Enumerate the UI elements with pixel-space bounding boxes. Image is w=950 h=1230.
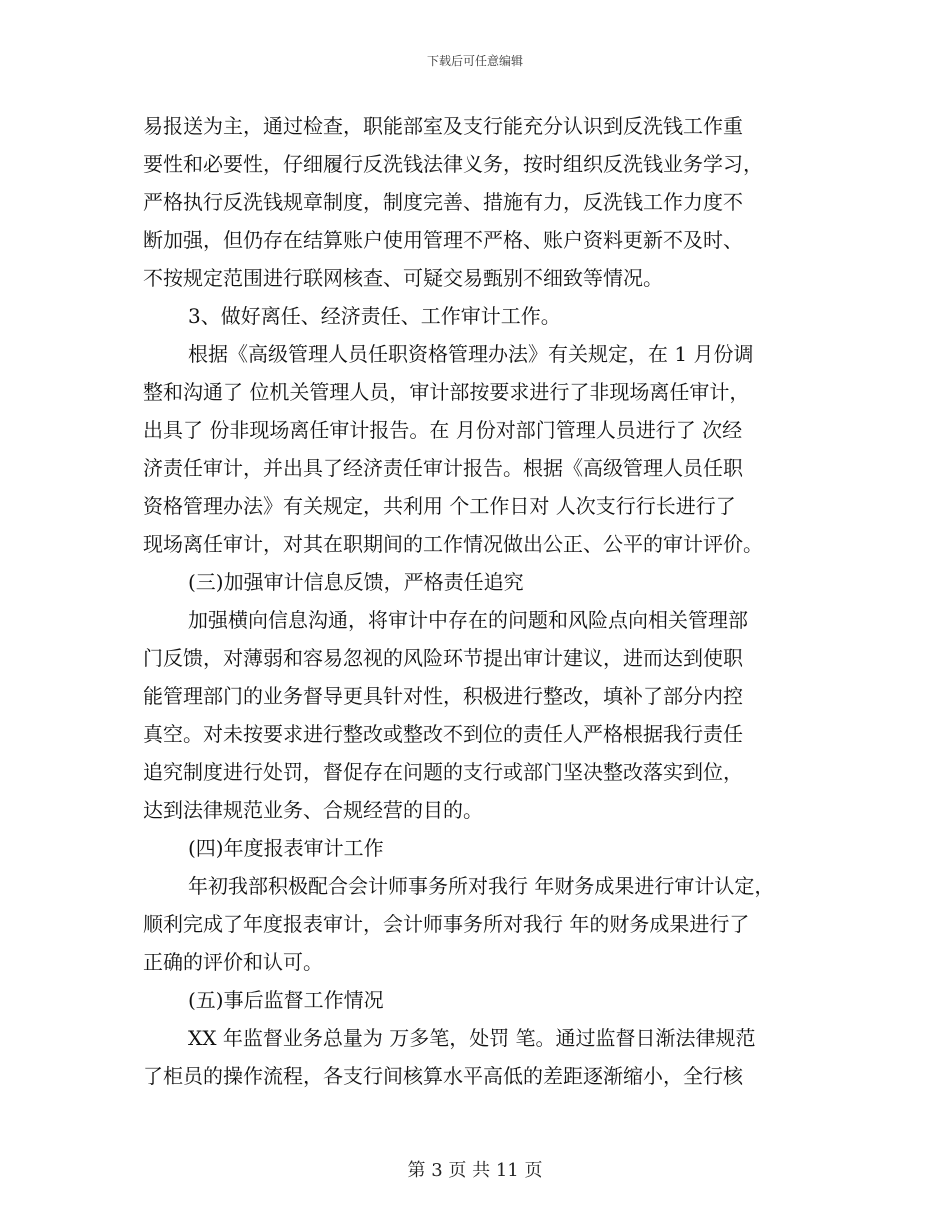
text-line: 易报送为主，通过检查，职能部室及支行能充分认识到反洗钱工作重 bbox=[143, 114, 743, 138]
text-line: 出具了 份非现场离任审计报告。在 月份对部门管理人员进行了 次经 bbox=[143, 418, 743, 442]
text-line: 要性和必要性，仔细履行反洗钱法律义务，按时组织反洗钱业务学习， bbox=[143, 152, 763, 176]
text-line: 严格执行反洗钱规章制度，制度完善、措施有力，反洗钱工作力度不 bbox=[143, 190, 743, 214]
text-line: 门反馈，对薄弱和容易忽视的风险环节提出审计建议，进而达到使职 bbox=[143, 646, 743, 670]
text-line: 追究制度进行处罚，督促存在问题的支行或部门坚决整改落实到位， bbox=[143, 760, 743, 784]
text-line: 断加强，但仍存在结算账户使用管理不严格、账户资料更新不及时、 bbox=[143, 228, 743, 252]
text-line: 正确的评价和认可。 bbox=[143, 950, 323, 974]
section-heading: (三)加强审计信息反馈，严格责任追究 bbox=[188, 570, 524, 594]
text-line: 能管理部门的业务督导更具针对性，积极进行整改，填补了部分内控 bbox=[143, 684, 743, 708]
page-number-footer: 第 3 页 共 11 页 bbox=[407, 1160, 543, 1181]
section-heading: (四)年度报表审计工作 bbox=[188, 836, 384, 860]
header-note: 下载后可任意编辑 bbox=[426, 54, 523, 68]
section-heading: (五)事后监督工作情况 bbox=[188, 988, 384, 1012]
text-line: 整和沟通了 位机关管理人员，审计部按要求进行了非现场离任审计， bbox=[143, 380, 750, 404]
text-line: 济责任审计，并出具了经济责任审计报告。根据《高级管理人员任职 bbox=[143, 456, 743, 480]
text-line: 资格管理办法》有关规定，共利用 个工作日对 人次支行行长进行了 bbox=[143, 494, 736, 518]
text-line: 了柜员的操作流程，各支行间核算水平高低的差距逐渐缩小，全行核 bbox=[143, 1064, 743, 1088]
text-line: 现场离任审计，对其在职期间的工作情况做出公正、公平的审计评价。 bbox=[143, 532, 763, 556]
section-heading: 3、做好离任、经济责任、工作审计工作。 bbox=[188, 304, 561, 328]
text-line: 根据《高级管理人员任职资格管理办法》有关规定，在 1 月份调 bbox=[188, 342, 754, 366]
text-line: 加强横向信息沟通，将审计中存在的问题和风险点向相关管理部 bbox=[188, 608, 748, 632]
text-line: 真空。对未按要求进行整改或整改不到位的责任人严格根据我行责任 bbox=[143, 722, 743, 746]
text-line: 不按规定范围进行联网核查、可疑交易甄别不细致等情况。 bbox=[143, 266, 663, 290]
text-line: 顺利完成了年度报表审计，会计师事务所对我行 年的财务成果进行了 bbox=[143, 912, 750, 936]
text-line: 年初我部积极配合会计师事务所对我行 年财务成果进行审计认定， bbox=[188, 874, 775, 898]
text-line: 达到法律规范业务、合规经营的目的。 bbox=[143, 798, 483, 822]
text-line: XX 年监督业务总量为 万多笔，处罚 笔。通过监督日渐法律规范 bbox=[188, 1026, 756, 1050]
